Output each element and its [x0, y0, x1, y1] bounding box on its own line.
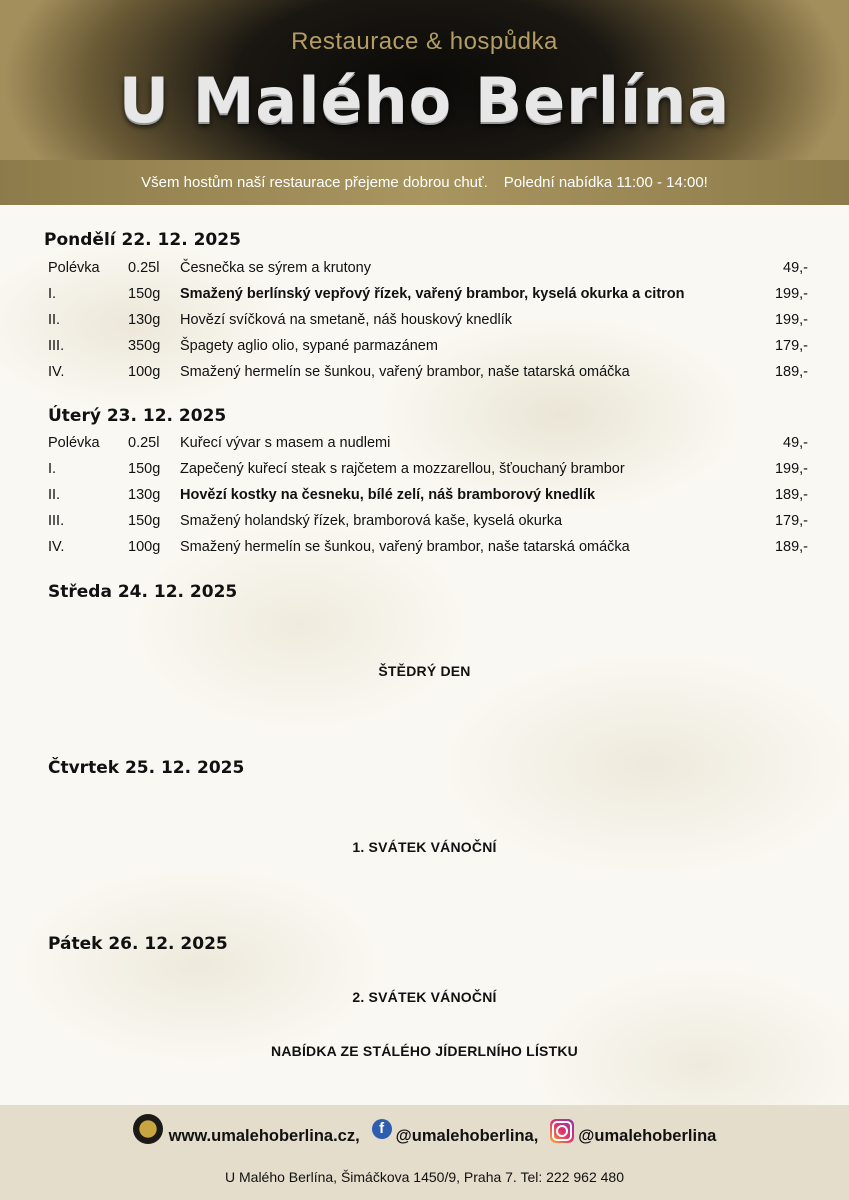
greeting-band — [0, 160, 849, 205]
menu-row — [48, 260, 808, 286]
menu-category: III. — [48, 338, 65, 354]
footer — [0, 1105, 849, 1200]
day-title-tuesday: Úterý 23. 12. 2025 — [48, 406, 227, 426]
menu-price: 49,- — [783, 435, 808, 451]
restaurant-subtitle: Restaurace & hospůdka — [291, 28, 558, 55]
menu-quantity: 150g — [128, 461, 161, 477]
day-title-thursday: Čtvrtek 25. 12. 2025 — [48, 758, 245, 778]
lunch-hours: Polední nabídka 11:00 - 14:00! — [503, 174, 708, 191]
menu-content — [0, 205, 849, 1105]
menu-category: II. — [48, 312, 61, 328]
menu-dish: Česnečka se sýrem a krutony — [180, 260, 371, 276]
menu-dish: Smažený hermelín se šunkou, vařený brambor, naše tatarská omáčka — [180, 539, 630, 555]
menu-dish: Smažený hermelín se šunkou, vařený brambor, naše tatarská omáčka — [180, 364, 630, 380]
website-text: www.umalehoberlina.cz, — [168, 1127, 360, 1145]
menu-row — [48, 435, 808, 461]
menu-quantity: 350g — [128, 338, 161, 354]
menu-category: I. — [48, 461, 57, 477]
menu-row — [48, 539, 808, 565]
menu-price: 199,- — [774, 461, 808, 477]
menu-row — [48, 513, 808, 539]
menu-price: 199,- — [774, 312, 808, 328]
instagram-link[interactable] — [550, 1127, 716, 1146]
menu-row — [48, 286, 808, 312]
day-title-monday: Pondělí 22. 12. 2025 — [44, 230, 241, 250]
website-link[interactable] — [133, 1127, 360, 1146]
menu-quantity: 150g — [128, 286, 161, 302]
menu-price: 199,- — [774, 286, 808, 302]
menu-price: 179,- — [774, 513, 808, 529]
menu-price: 179,- — [774, 338, 808, 354]
facebook-link[interactable] — [372, 1120, 539, 1146]
menu-quantity: 130g — [128, 312, 161, 328]
menu-category: IV. — [48, 364, 65, 380]
menu-category: Polévka — [48, 435, 100, 451]
holiday-note: 1. SVÁTEK VÁNOČNÍ — [352, 839, 497, 855]
menu-dish: Hovězí kostky na česneku, bílé zelí, náš bramborový knedlík — [180, 487, 596, 503]
holiday-note: ŠTĚDRÝ DEN — [378, 663, 471, 679]
menu-dish: Hovězí svíčková na smetaně, náš houskový knedlík — [180, 312, 513, 328]
menu-category: I. — [48, 286, 57, 302]
restaurant-name: U Malého Berlína — [118, 64, 731, 137]
header-banner — [0, 0, 849, 160]
menu-quantity: 150g — [128, 513, 161, 529]
menu-row — [48, 364, 808, 390]
instagram-handle: @umalehoberlina — [578, 1127, 717, 1145]
footer-address: U Malého Berlína, Šimáčkova 1450/9, Praha 7. Tel: 222 962 480 — [225, 1169, 624, 1185]
menu-row — [48, 312, 808, 338]
holiday-note: 2. SVÁTEK VÁNOČNÍ — [352, 989, 497, 1005]
menu-row — [48, 461, 808, 487]
day-title-wednesday: Středa 24. 12. 2025 — [48, 582, 238, 602]
facebook-handle: @umalehoberlina, — [395, 1127, 539, 1145]
menu-category: II. — [48, 487, 61, 503]
permanent-menu-note: NABÍDKA ZE STÁLÉHO JÍDERLNÍHO LÍSTKU — [271, 1043, 578, 1059]
menu-price: 189,- — [774, 539, 808, 555]
menu-quantity: 0.25l — [128, 260, 160, 276]
menu-price: 189,- — [774, 364, 808, 380]
menu-quantity: 100g — [128, 539, 161, 555]
menu-dish: Smažený holandský řízek, bramborová kaše, kyselá okurka — [180, 513, 563, 529]
facebook-icon: f — [372, 1119, 392, 1139]
menu-price: 189,- — [774, 487, 808, 503]
menu-quantity: 100g — [128, 364, 161, 380]
footer-contacts — [0, 1120, 849, 1146]
menu-dish: Zapečený kuřecí steak s rajčetem a mozzarellou, šťouchaný brambor — [180, 461, 625, 477]
menu-dish: Špagety aglio olio, sypané parmazánem — [180, 338, 438, 354]
menu-category: Polévka — [48, 260, 100, 276]
instagram-icon — [550, 1119, 574, 1143]
restaurant-logo-icon — [133, 1114, 163, 1144]
greeting-text: Všem hostům naší restaurace přejeme dobrou chuť. — [141, 174, 488, 191]
menu-category: III. — [48, 513, 65, 529]
menu-price: 49,- — [783, 260, 808, 276]
menu-dish: Smažený berlínský vepřový řízek, vařený brambor, kyselá okurka a citron — [180, 286, 685, 302]
day-title-friday: Pátek 26. 12. 2025 — [48, 934, 228, 954]
menu-dish: Kuřecí vývar s masem a nudlemi — [180, 435, 391, 451]
menu-category: IV. — [48, 539, 65, 555]
menu-quantity: 130g — [128, 487, 161, 503]
menu-row — [48, 338, 808, 364]
menu-quantity: 0.25l — [128, 435, 160, 451]
menu-row — [48, 487, 808, 513]
